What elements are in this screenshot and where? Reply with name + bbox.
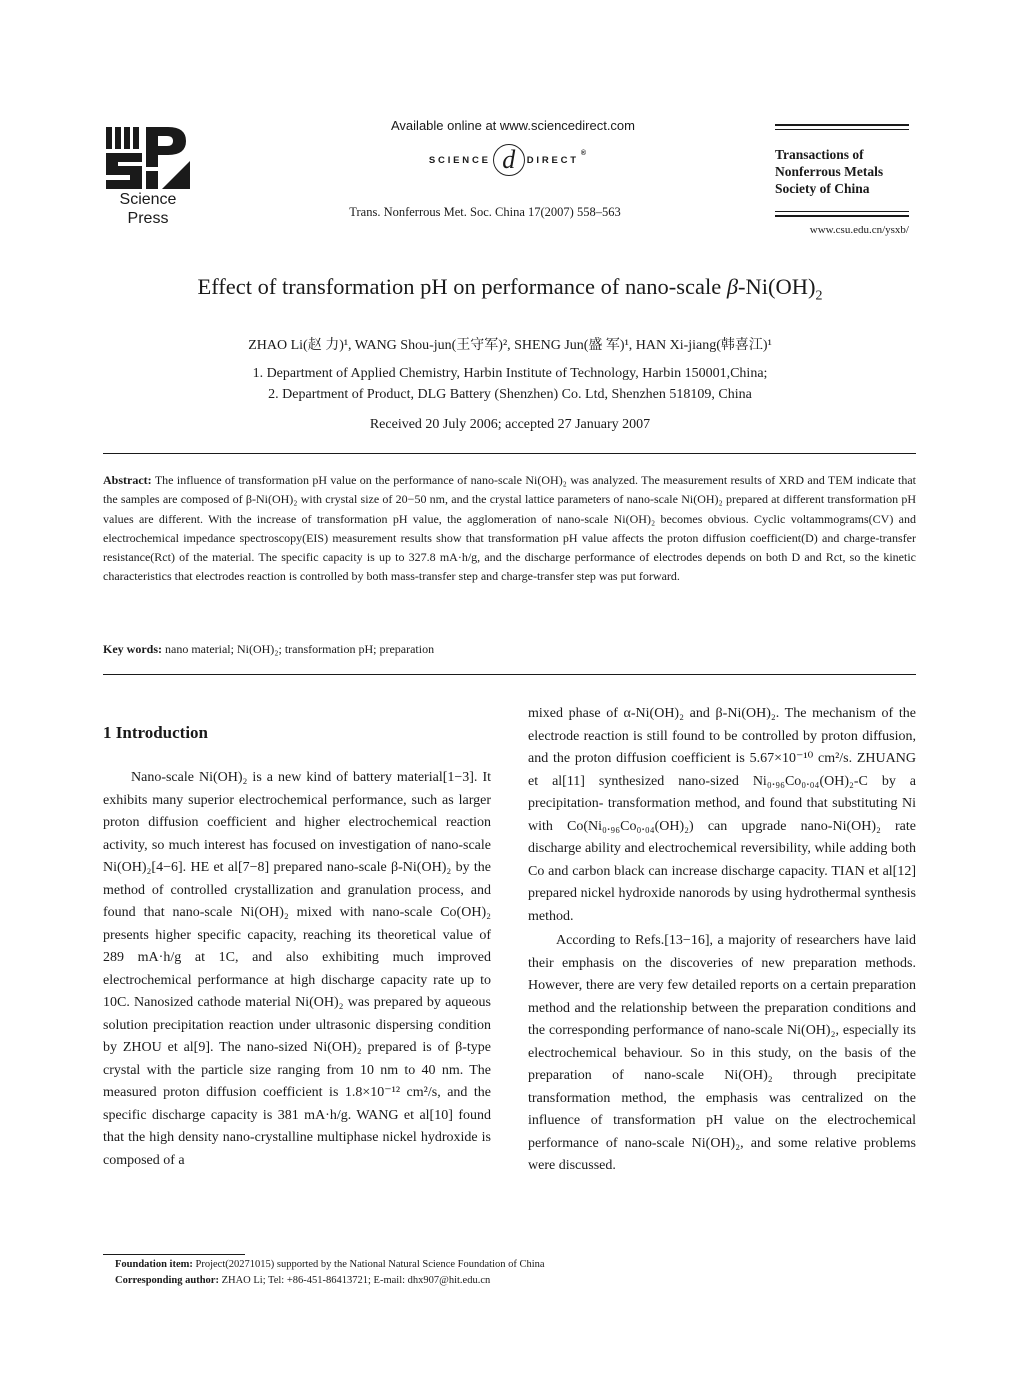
available-online: Available online at www.sciencedirect.com	[391, 118, 635, 133]
publisher-line: Science	[119, 191, 177, 208]
header-rule	[775, 129, 909, 130]
section-rule	[103, 453, 916, 454]
sd-registered-mark: ®	[580, 150, 587, 157]
foundation-note	[115, 1259, 915, 1270]
sd-logo-mark: d	[493, 144, 525, 176]
received-date: Received 20 July 2006; accepted 27 January 2007	[369, 417, 651, 432]
journal-url[interactable]: www.csu.edu.cn/ysxb/	[809, 224, 909, 236]
journal-name-line: Transactions of	[775, 147, 864, 162]
title-formula: -Ni(OH)	[738, 274, 816, 299]
affiliation: 2. Department of Product, DLG Battery (Shenzhen) Co. Ltd, Shenzhen 518109, China	[268, 387, 752, 402]
left-column	[103, 767, 491, 1172]
corresponding-note	[115, 1275, 915, 1286]
article-title	[60, 274, 960, 305]
corresponding-label: Corresponding author:	[115, 1275, 219, 1286]
title-text: Effect of transformation pH on performance of nano-scale	[197, 274, 727, 299]
affiliation: 1. Department of Applied Chemistry, Harbin Institute of Technology, Harbin 150001,China;	[252, 366, 768, 381]
paragraph: According to Refs.[13−16], a majority of researchers have laid their emphasis on the discoveries of new preparation methods. However, there are very few detailed reports on a certain preparation method and the relationship between the preparation conditions and the corresponding performance of nano-scale Ni(OH)₂, especially its electrochemical behaviour. So in this study, on the basis of the preparation of nano-scale Ni(OH)₂ through precipitate transformation method, the emphasis was centralized on the influence of transformation pH value on the electrochemical performance of nano-scale Ni(OH)₂, and some relative problems were discussed.	[528, 933, 916, 1173]
keywords-label: Key words:	[103, 642, 162, 656]
corresponding-text: ZHAO Li; Tel: +86-451-86413721; E-mail: dhx907@hit.edu.cn	[221, 1275, 491, 1286]
right-column	[528, 703, 916, 1178]
paragraph: Nano-scale Ni(OH)₂ is a new kind of battery material[1−3]. It exhibits many superior electrochemical performance, such as larger proton diffusion coefficient and higher electrochemical reaction activity, so much interest has focused on investigation of nano-scale Ni(OH)₂[4−6]. HE et al[7−8] prepared nano-scale β-Ni(OH)₂ by the method of controlled crystallization and granulation process, and found that nano-scale Ni(OH)₂ mixed with nano-scale Co(OH)₂ presents higher specific capacity, reaching its theoretical value of 289 mA·h/g at 1C, and also exhibiting much improved electrochemical performance at high discharge capacity rate up to 10C. Nanosized cathode material Ni(OH)₂ was prepared by aqueous solution precipitation reaction under ultrasonic dispersing condition by ZHOU et al[9]. The nano-sized Ni(OH)₂ prepared is of β-type crystal with the particle size ranging from 10 nm to 40 nm. The measured proton diffusion coefficient is 1.8×10⁻¹² cm²/s, and the specific discharge capacity is 381 mA·h/g. WANG et al[10] found that the high density nano-crystalline multiphase nickel hydroxide is composed of a	[103, 770, 491, 1168]
foundation-text: Project(20271015) supported by the National Natural Science Foundation of China	[195, 1259, 545, 1270]
section-heading: 1 Introduction	[103, 723, 209, 742]
publisher-line: Press	[127, 210, 169, 227]
abstract-text: The influence of transformation pH value on the performance of nano-scale Ni(OH)₂ was analyzed. The measurement results of XRD and TEM indicate that the samples are composed of β-Ni(OH)₂ with crystal size of 20−50 nm, and the crystal lattice parameters of nano-scale Ni(OH)₂ prepared at different transformation pH values are different. With the increase of transformation pH value, the agglomeration of nano-scale Ni(OH)₂ becomes obvious. Cyclic voltammograms(CV) and electrochemical impedance spectroscopy(EIS) measurement results show that transformation pH value affects the proton diffusion coefficient(D) and charge-transfer resistance(Rct) of the material. The specific capacity is up to 327.8 mA·h/g, and the discharge performance of electrodes depends on both D and Rct, so the kinetic characteristics that electrodes reaction is controlled by both mass-transfer step and charge-transfer step was put forward.	[103, 473, 916, 584]
journal-name	[775, 146, 915, 197]
title-beta: β	[726, 274, 739, 299]
author-list: ZHAO Li(赵 力)¹, WANG Shou-jun(王守军)², SHENG Jun(盛 军)¹, HAN Xi-jiang(韩喜江)¹	[248, 338, 772, 353]
journal-name-line: Nonferrous Metals	[775, 164, 884, 179]
footnote-rule	[103, 1254, 245, 1255]
science-press-logo-icon	[106, 127, 190, 189]
sd-logo-right: DIRECT	[526, 154, 579, 166]
abstract-label: Abstract:	[103, 473, 152, 487]
keywords-text: nano material; Ni(OH)₂; transformation pH; preparation	[165, 642, 435, 656]
foundation-label: Foundation item:	[115, 1259, 193, 1270]
sd-logo-left: SCIENCE	[428, 154, 491, 166]
abstract	[103, 471, 916, 587]
journal-reference: Trans. Nonferrous Met. Soc. China 17(2007) 558–563	[349, 205, 621, 219]
paragraph: mixed phase of α-Ni(OH)₂ and β-Ni(OH)₂. The mechanism of the electrode reaction is still found to be controlled by proton diffusion, and the proton diffusion coefficient is 5.67×10⁻¹⁰ cm²/s. ZHUANG et al[11] synthesized nano-sized Ni₀.₉₆Co₀.₀₄(OH)₂-C by a precipitation- transformation method, and found that substituting Ni with Co(Ni₀.₉₆Co₀.₀₄(OH)₂) can upgrade nano-Ni(OH)₂ rate discharge ability and electrochemical reversibility, while adding both Co and carbon black can increase discharge capacity. TIAN et al[12] prepared nickel hydroxide nanorods by using hydrothermal synthesis method.	[528, 706, 916, 924]
header-rule	[775, 124, 909, 126]
header-rule	[775, 215, 909, 217]
keywords	[103, 642, 916, 657]
title-subscript: 2	[815, 288, 823, 304]
journal-name-line: Society of China	[775, 181, 870, 196]
section-rule	[103, 674, 916, 675]
sciencedirect-logo	[385, 138, 630, 182]
publisher-name	[104, 190, 192, 228]
header-rule	[775, 211, 909, 212]
